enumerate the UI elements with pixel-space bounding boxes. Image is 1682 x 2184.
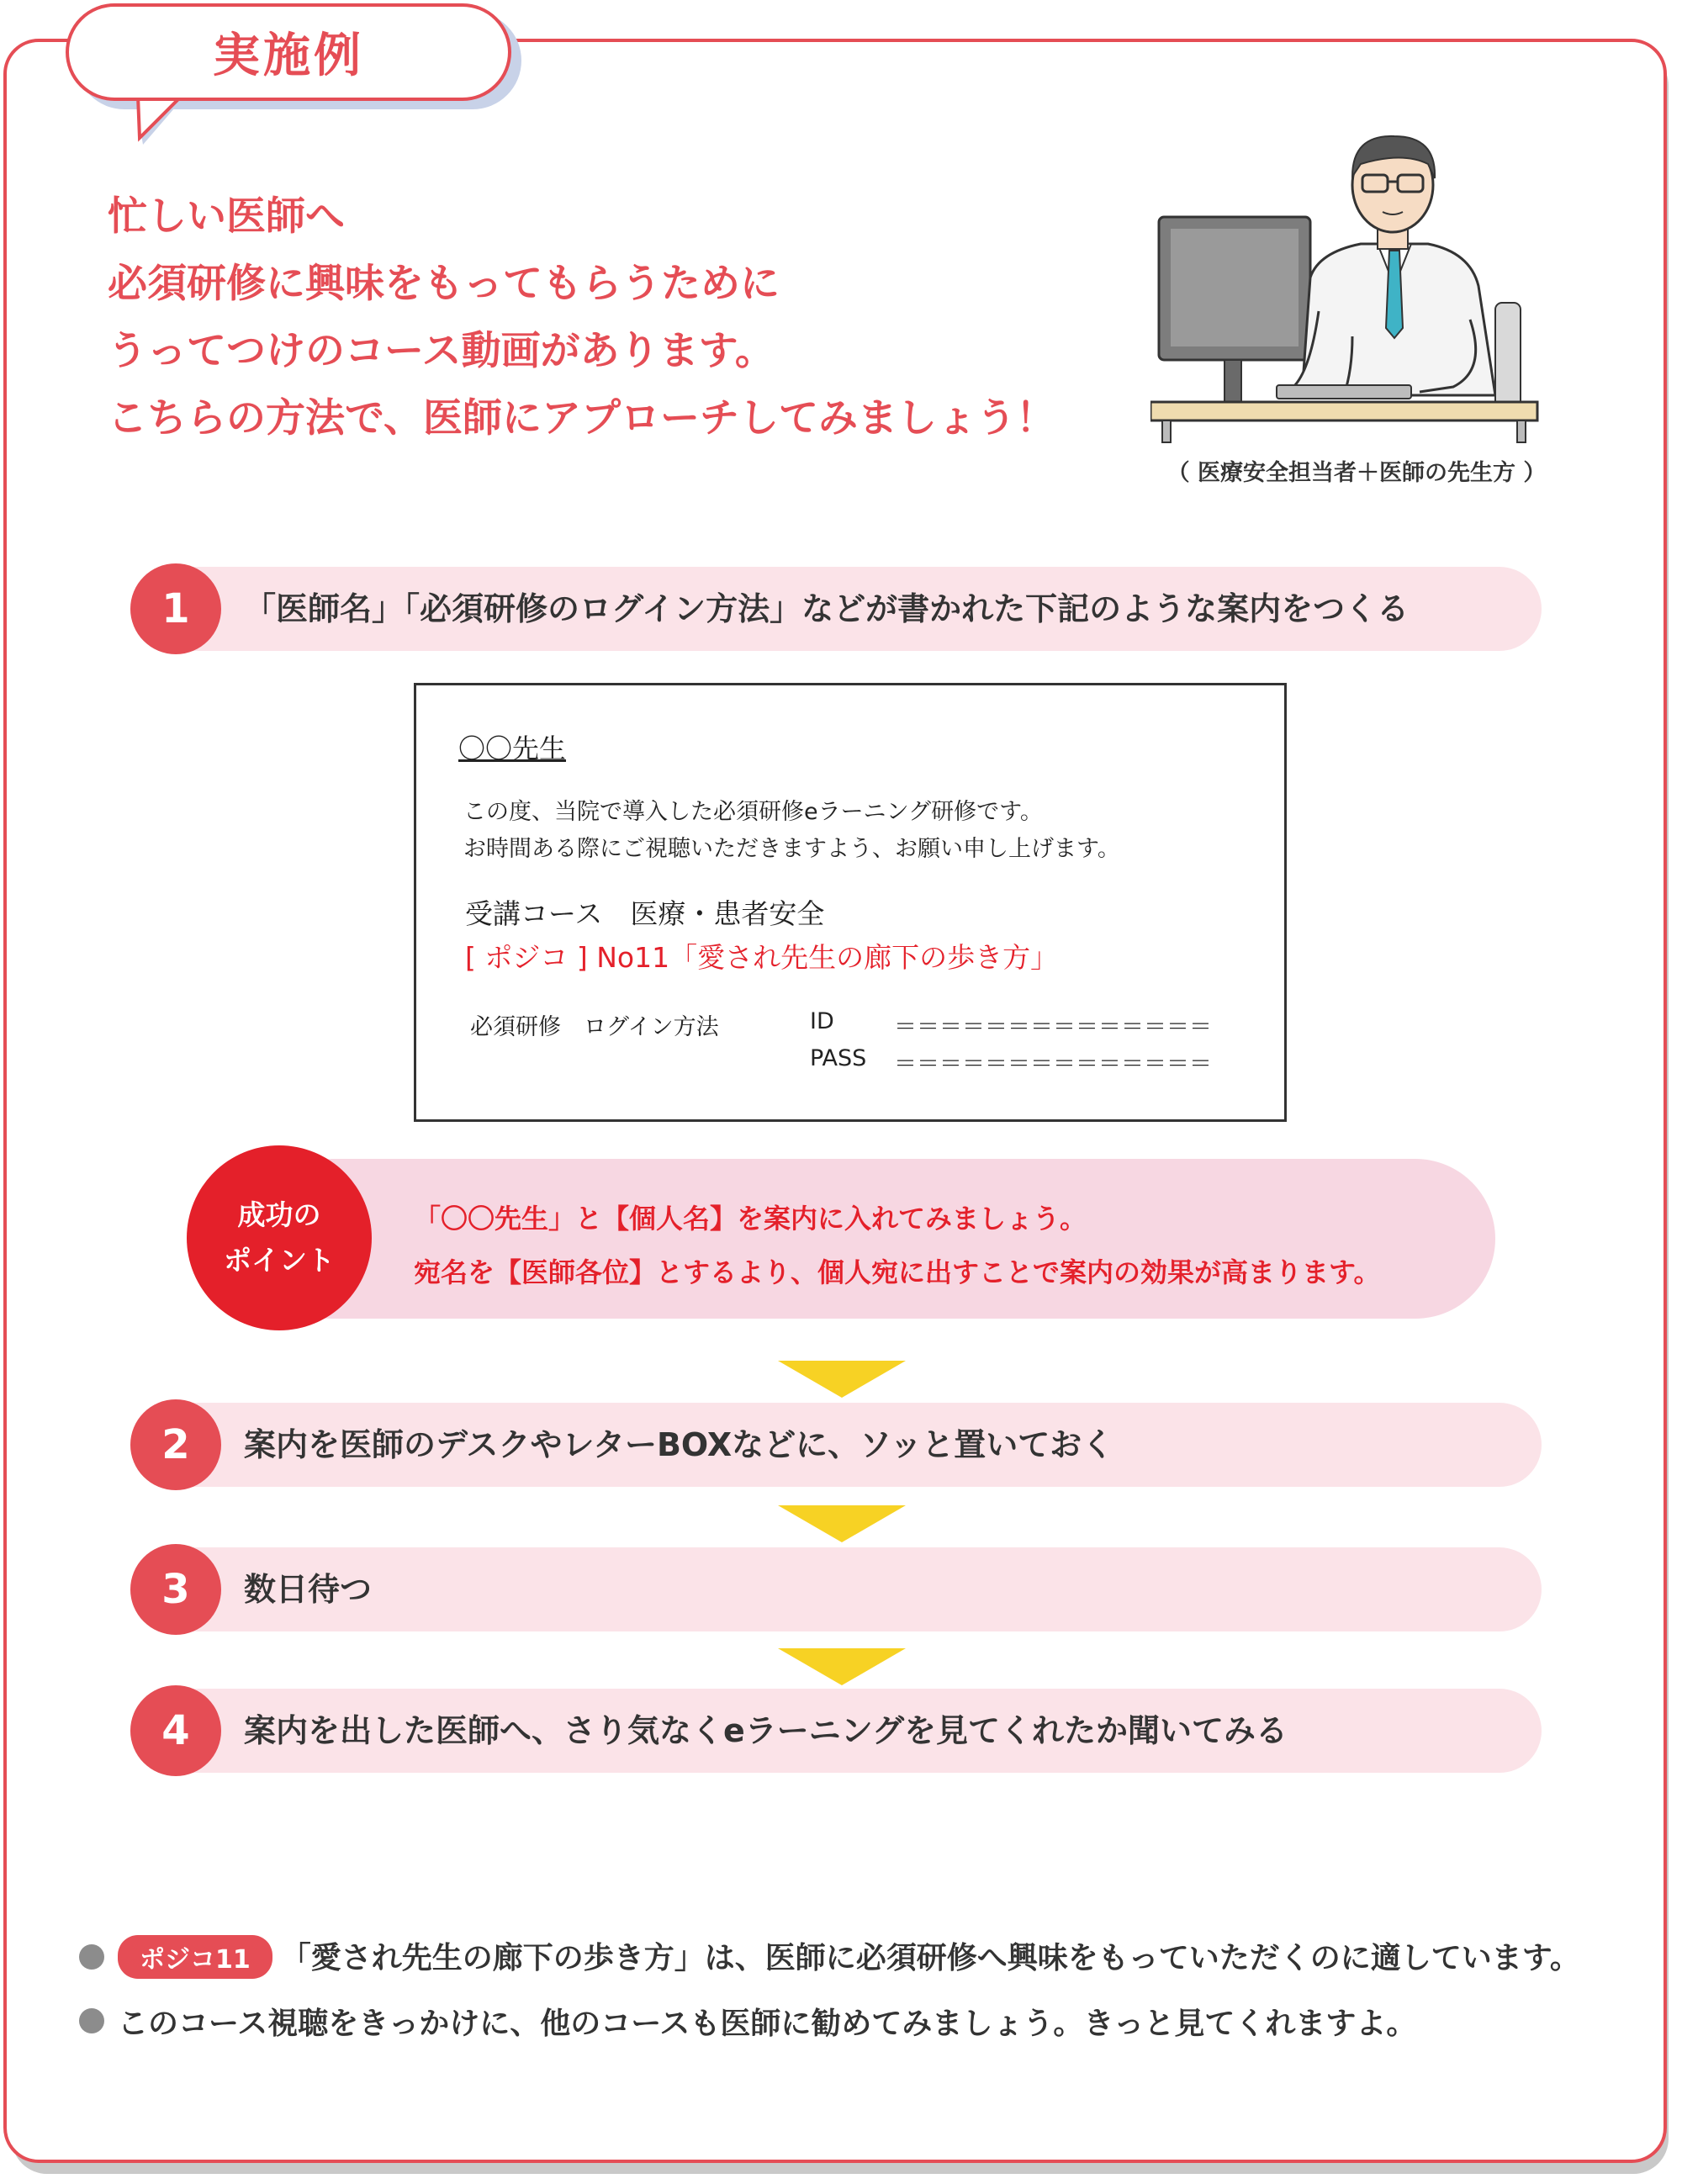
- notice-sample-card: [414, 683, 1287, 1122]
- step-4-text: 案内を出した医師へ、さり気なくeラーニングを見てくれたか聞いてみる: [244, 1712, 1288, 1749]
- success-point-text-2: 宛名を【医師各位】とするより、個人宛に出すことで案内の効果が高まります。: [414, 1256, 1381, 1288]
- example-tag-label: 実施例: [213, 29, 364, 83]
- arrow-down-icon: [778, 1648, 906, 1685]
- step-3-text: 数日待つ: [244, 1571, 373, 1608]
- posico-11-pill: ポジコ11: [118, 1935, 272, 1979]
- headline-line-3: うってつけのコース動画があります。: [108, 328, 775, 374]
- step-3-bar: [130, 1547, 1542, 1631]
- notice-id-label: ID: [810, 1008, 834, 1034]
- arrow-down-icon: [778, 1505, 906, 1542]
- notice-body-1: この度、当院で導入した必須研修eラーニング研修です。: [463, 799, 1043, 825]
- notice-id-value: ＝＝＝＝＝＝＝＝＝＝＝＝＝＝: [894, 1014, 1212, 1040]
- success-point-badge-line-1: 成功の: [237, 1198, 321, 1231]
- notice-login-label: 必須研修 ログイン方法: [470, 1014, 719, 1040]
- success-point-badge: [187, 1145, 372, 1330]
- tag-tail: [135, 96, 193, 146]
- headline-line-1: 忙しい医師へ: [108, 193, 345, 240]
- arrow-down-icon: [778, 1361, 906, 1398]
- step-1-text: 「医師名」「必須研修のログイン方法」などが書かれた下記のような案内をつくる: [244, 590, 1410, 627]
- success-point-box: [252, 1159, 1495, 1319]
- step-3-number: 3: [130, 1544, 221, 1635]
- note-1: [118, 1934, 1580, 1981]
- doctor-at-computer-illustration: [1150, 118, 1546, 446]
- notice-course-title: [ ポジコ ] No11「愛され先生の廊下の歩き方」: [465, 941, 1059, 974]
- note-2-bullet-icon: [79, 2008, 104, 2033]
- notice-course-label: 受講コース 医療・患者安全: [465, 897, 825, 930]
- note-1-text: 「愛され先生の廊下の歩き方」は、医師に必須研修へ興味をもっていただくのに適しています。: [280, 1941, 1580, 1975]
- notice-pass-label: PASS: [810, 1045, 867, 1071]
- illustration-caption: （ 医療安全担当者＋医師の先生方 ）: [1166, 460, 1547, 486]
- headline-line-2: 必須研修に興味をもってもらうために: [108, 261, 780, 307]
- headline: [108, 183, 1055, 452]
- notice-pass-value: ＝＝＝＝＝＝＝＝＝＝＝＝＝＝: [894, 1051, 1212, 1077]
- step-2-bar: [130, 1403, 1542, 1487]
- note-2: このコース視聴をきっかけに、他のコースも医師に勧めてみましょう。きっと見てくれますよ。: [118, 2007, 1417, 2041]
- headline-line-4: こちらの方法で、医師にアプローチしてみましょう！: [108, 395, 1056, 442]
- notice-body-2: お時間ある際にご視聴いただきますよう、お願い申し上げます。: [463, 836, 1120, 862]
- step-1-number: 1: [130, 563, 221, 654]
- step-2-text: 案内を医師のデスクやレターBOXなどに、ソッと置いておく: [244, 1426, 1114, 1463]
- example-tag: [66, 3, 511, 101]
- step-1-bar: [130, 567, 1542, 651]
- success-point-text-1: 「〇〇先生」と【個人名】を案内に入れてみましょう。: [414, 1203, 1087, 1235]
- step-2-number: 2: [130, 1399, 221, 1490]
- note-1-bullet-icon: [79, 1944, 104, 1970]
- step-4-number: 4: [130, 1685, 221, 1776]
- success-point-badge-line-2: ポイント: [224, 1244, 335, 1277]
- step-4-bar: [130, 1689, 1542, 1773]
- notice-salutation: 〇〇先生: [458, 732, 567, 764]
